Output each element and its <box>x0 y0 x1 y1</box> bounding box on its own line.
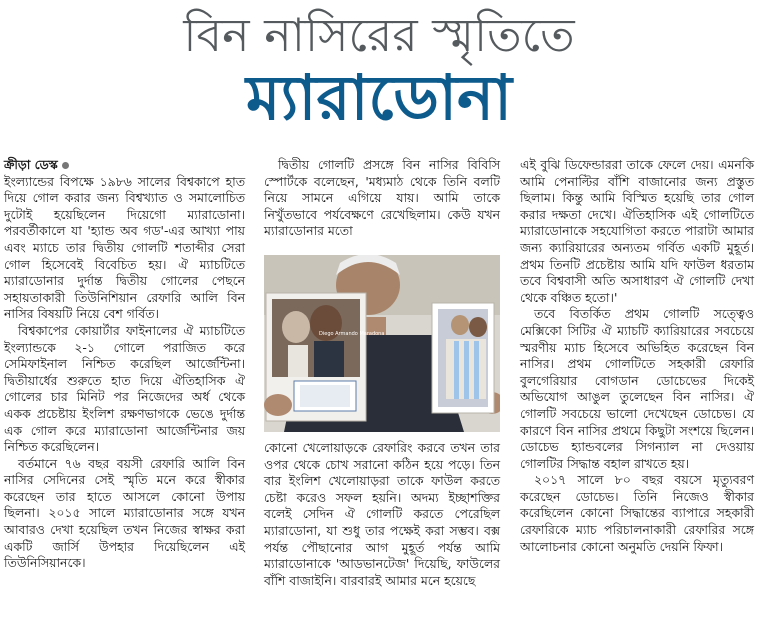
paragraph: কোনো খেলোয়াড়কে রেফারিং করবে তখন তার ওপর থেকে চোখ সরানো কঠিন হয়ে পড়ে। তিন বার ইংলিশ খেলোয়াড়রা তাকে ফাউল করতে চেষ্টা করেও সফল হয়নি। অদম্য ইচ্ছাশক্তির বলেই সেদিন ঐ গোলটি করতে পেরেছিল ম্যারাডোনা, যা শুধু তার পক্ষেই করা সম্ভব। বক্স পর্যন্ত পৌছানোর আগ মুহূর্ত পর্যন্ত আমি ম্যারাডোনাকে 'আডভানটেজ' দিয়েছি, ফাউলের বাঁশি বাজাইনি। বারবারই আমার মনে হয়েছে <box>264 440 500 588</box>
headline-line1: বিন নাসিরের স্মৃতিতে <box>183 8 575 62</box>
headline-line2: ম্যারাডোনা <box>246 61 512 134</box>
byline-row <box>4 157 245 174</box>
paragraph: তবে বিতর্কিত প্রথম গোলটি সত্ত্বেও মেক্সিকো সিটির ঐ ম্যাচটি ক্যারিয়ারের সবচেয়ে স্মরণীয় ম্যাচ হিসেবে অভিহিত করেছেন বিন নাসির। প্রথম গোলটিতে সহকারী রেফারি বুলগেরিয়ার বোগডান ডোচেভের দিকেই অভিযোগ আঙুল তুলেছেন বিন নাসির। ঐ গোলটি সবচেয়ে ভালো দেখেছেন ডোচেভ। যে কারণে বিন নাসির প্রথমে কিছুটা সংশয়ে ছিলেন। ডোচেভ হ্যান্ডবলের সিগন্যাল না দেওয়ায় গোলটির সিদ্ধান্ত বহাল রাখতে হয়। <box>520 306 754 471</box>
frame-caption: Diego Armando Maradona <box>319 331 385 337</box>
paragraph: ইংল্যান্ডের বিপক্ষে ১৯৮৬ সালের বিশ্বকাপে হাত দিয়ে গোল করার জন্য বিশ্বখ্যাত ও সমালোচিত দুটোই হয়েছিলেন দিয়েগো ম্যারাডোনা। পরবর্তীকালে যা 'হ্যান্ড অব গড'-এর আখ্যা পায় এবং ম্যাচে তার দ্বিতীয় গোলটি শতাব্দীর সেরা গোল হিসেবেই বিবেচিত হয়। ঐ ম্যাচটিতে ম্যারাডোনার দুর্দান্ত দ্বিতীয় গোলের পেছনে সহায়তাকারী তিউনিশিয়ান রেফারি আলি বিন নাসির বিষয়টি নিয়ে বেশ গর্বিত। <box>4 173 245 322</box>
byline: ক্রীড়া ডেস্ক <box>4 157 58 172</box>
article-column-1 <box>4 157 245 572</box>
paragraph: বিশ্বকাপের কোয়ার্টার ফাইনালের ঐ ম্যাচটিতে ইংল্যান্ডকে ২-১ গোলে পরাজিত করে সেমিফাইনাল নিশ্চিত করেছিল আর্জেন্টিনা। দ্বিতীয়ার্ধের শুরুতে হাত দিয়ে ঐতিহাসিক ঐ গোলের চার মিনিট পর নিজেদের অর্ধ থেকে একক প্রচেষ্টায় ইংলিশ রক্ষণভাগকে ভেঙে দুর্দান্ত এক গোল করে ম্যারাডোনা আর্জেন্টিনার জয় নিশ্চিত করেছিলেন। <box>4 322 245 455</box>
paragraph: দ্বিতীয় গোলটি প্রসঙ্গে বিন নাসির বিবিসি স্পোর্টকে বলেছেন, 'মধ্যমাঠ থেকে তিনি বলটি নিয়ে সামনে এগিয়ে যায়। আমি তাকে নিখুঁতভাবে পর্যবেক্ষণে রেখেছিলাম। কেউ যখন ম্যারাডোনার মতো <box>264 157 500 239</box>
article-column-2-bottom <box>264 440 500 589</box>
paragraph: বর্তমানে ৭৬ বছর বয়সী রেফারি আলি বিন নাসির সেদিনের সেই স্মৃতি মনে করে স্বীকার করেছেন তার হাতে আসলে কোনো উপায় ছিলনা। ২০১৫ সালে ম্যারাডোনার সঙ্গে যখন আবারও দেখা হয়েছিল তখন নিজের স্বাক্ষর করা একটি জার্সি উপহার দিয়েছিলেন এই তিউনিসিয়ানকে। <box>4 455 245 571</box>
news-photo <box>264 255 500 432</box>
photo-illustration <box>264 255 500 432</box>
paragraph: এই বুঝি ডিফেন্ডাররা তাকে ফেলে দেয়। এমনকি আমি পেনাল্টির বাঁশি বাজানোর জন্য প্রস্তুত ছিলাম। কিন্তু আমি বিস্মিত হয়েছি তার গোল করার দক্ষতা দেখে। ঐতিহাসিক এই গোলটিতে ম্যারাডোনাকে সহযোগিতা করতে পারাটা আমার জন্য ক্যারিয়ারের অন্যতম গর্বিত একটি মুহূর্ত। প্রথম তিনটি প্রচেষ্টায় আমি যদি ফাউল ধরতাম তবে বিশ্ববাসী অতি অসাধারণ ঐ গোলটি দেখা থেকে বঞ্চিত হতো।' <box>520 157 754 305</box>
article-column-2-top <box>264 157 500 240</box>
paragraph: ২০১৭ সালে ৮০ বছর বয়সে মৃত্যুবরণ করেছেন ডোচেভ। তিনি নিজেও স্বীকার করেছিলেন কোনো সিদ্ধান্তের ব্যাপারে সহকারী রেফারিকে ম্যাচ পরিচালনাকারী রেফারির সঙ্গে আলোচনার কোনো অনুমতি দেয়নি ফিফা। <box>520 472 754 554</box>
article-column-3 <box>520 157 754 555</box>
bullet-icon <box>62 162 69 169</box>
